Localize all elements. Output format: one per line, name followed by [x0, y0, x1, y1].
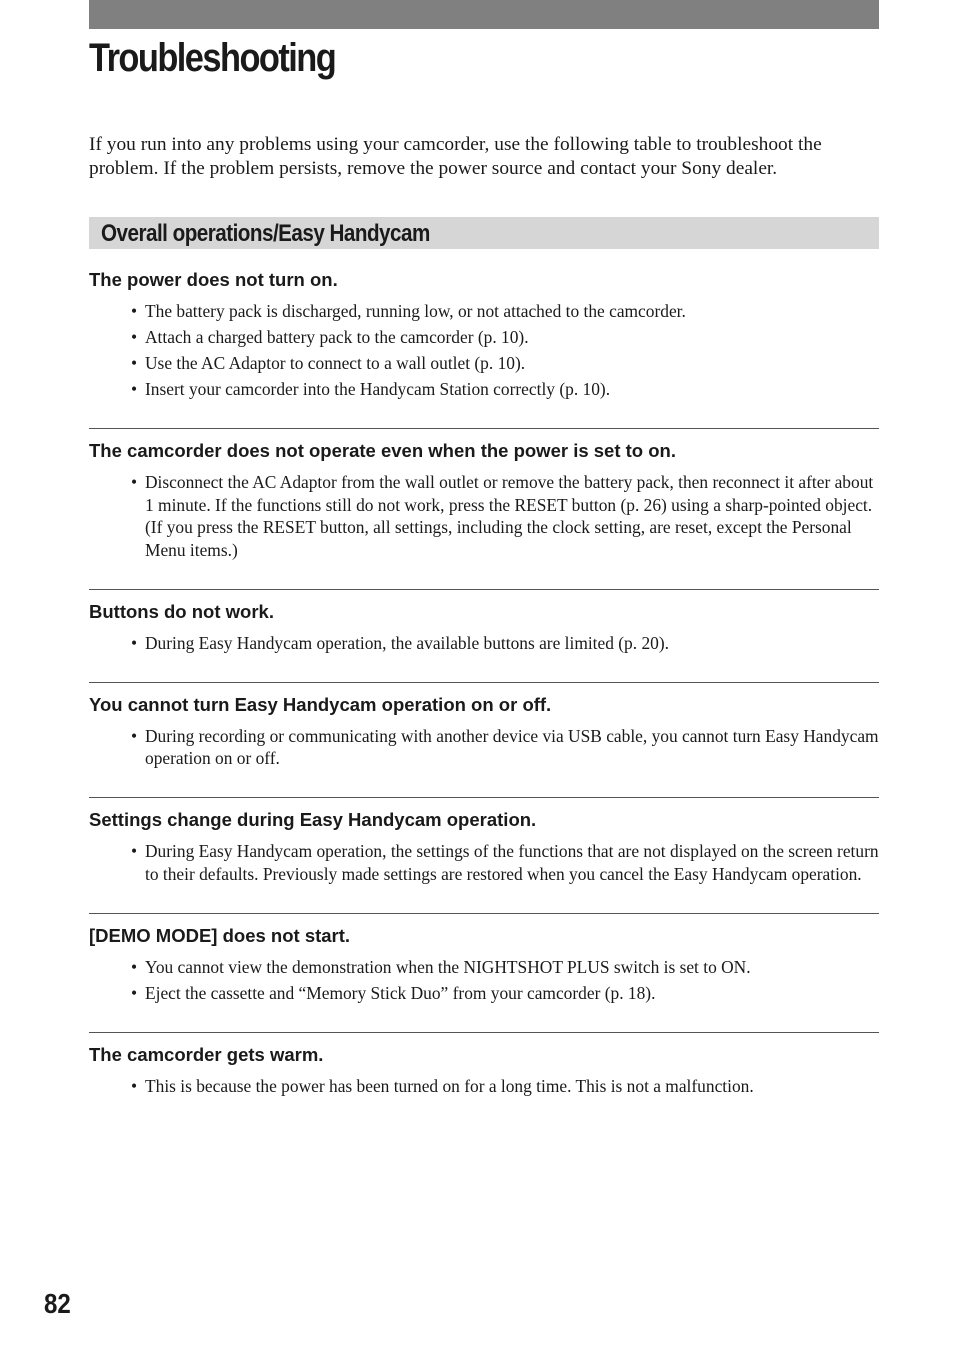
problem-heading: Buttons do not work. — [89, 600, 274, 622]
solution-text: You cannot view the demonstration when the NIGHTSHOT PLUS switch is set to ON. — [145, 956, 751, 977]
bullet-icon: • — [131, 301, 138, 321]
solution-text: The battery pack is discharged, running low, or not attached to the camcorder. — [145, 301, 686, 321]
solution-text: This is because the power has been turned on for a long time. This is not a malfunction. — [145, 1075, 754, 1096]
solution-item — [89, 956, 879, 979]
solution-list — [89, 471, 879, 561]
troubleshooting-item — [89, 439, 879, 590]
solution-item — [89, 352, 879, 375]
solution-list — [89, 840, 879, 885]
header-bar — [89, 0, 879, 29]
troubleshooting-item — [89, 268, 879, 429]
solution-item — [89, 632, 879, 655]
solution-item — [89, 982, 879, 1005]
solution-item — [89, 725, 879, 770]
bullet-icon: • — [131, 326, 138, 347]
problem-heading: The camcorder gets warm. — [89, 1043, 324, 1065]
troubleshooting-item — [89, 808, 879, 914]
solution-list — [89, 725, 879, 770]
bullet-icon: • — [131, 1075, 138, 1096]
bullet-icon: • — [131, 841, 138, 862]
problem-heading: [DEMO MODE] does not start. — [89, 924, 351, 946]
page-title: Troubleshooting — [89, 36, 336, 80]
solution-item — [89, 840, 879, 885]
solution-item — [89, 471, 879, 561]
solution-text: Use the AC Adaptor to connect to a wall outlet (p. 10). — [145, 352, 526, 373]
bullet-icon: • — [131, 378, 138, 399]
bullet-icon: • — [131, 352, 138, 373]
problem-heading: The camcorder does not operate even when the power is set to on. — [89, 439, 676, 461]
bullet-icon: • — [131, 956, 138, 977]
solution-text: Attach a charged battery pack to the camcorder (p. 10). — [145, 326, 529, 347]
solution-list — [89, 632, 879, 655]
troubleshooting-item — [89, 693, 879, 799]
intro-paragraph: If you run into any problems using your camcorder, use the following table to troubleshoot the problem. If the problem persists, remove the power source and contact your Sony dealer. — [89, 134, 822, 179]
solution-text: During Easy Handycam operation, the settings of the functions that are not displayed on the screen return to their defaults. Previously made settings are restored when you cancel the Easy Handycam operation. — [145, 841, 879, 884]
troubleshooting-item — [89, 1043, 879, 1125]
section-title: Overall operations/Easy Handycam — [101, 220, 430, 247]
solution-text: Eject the cassette and “Memory Stick Duo” from your camcorder (p. 18). — [145, 982, 656, 1003]
solution-item — [89, 300, 879, 323]
troubleshooting-item — [89, 600, 879, 683]
problem-heading: You cannot turn Easy Handycam operation on or off. — [89, 693, 552, 715]
solution-item — [89, 326, 879, 349]
solution-item — [89, 378, 879, 401]
solution-text: During Easy Handycam operation, the available buttons are limited (p. 20). — [145, 632, 669, 653]
solution-list — [89, 300, 879, 401]
problem-heading: The power does not turn on. — [89, 269, 338, 290]
troubleshooting-item — [89, 924, 879, 1033]
page-number: 82 — [44, 1288, 71, 1319]
solution-text: Disconnect the AC Adaptor from the wall outlet or remove the battery pack, then reconnect it after about 1 minute. If the functions still do not work, press the RESET button (p. 26) using a sharp-pointed object. (If you press the RESET button, all settings, including the clock setting, are reset, except the Personal Menu items.) — [145, 471, 874, 560]
solution-list — [89, 956, 879, 1005]
solution-item — [89, 1075, 879, 1098]
bullet-icon: • — [131, 982, 138, 1003]
problem-heading: Settings change during Easy Handycam operation. — [89, 809, 537, 831]
bullet-icon: • — [131, 725, 138, 746]
troubleshooting-list — [89, 268, 879, 1135]
solution-text: During recording or communicating with another device via USB cable, you cannot turn Easy Handycam operation on or off. — [145, 725, 879, 769]
bullet-icon: • — [131, 632, 138, 653]
solution-list — [89, 1075, 879, 1098]
solution-text: Insert your camcorder into the Handycam Station correctly (p. 10). — [145, 378, 611, 399]
section-header — [89, 217, 879, 249]
bullet-icon: • — [131, 471, 138, 492]
